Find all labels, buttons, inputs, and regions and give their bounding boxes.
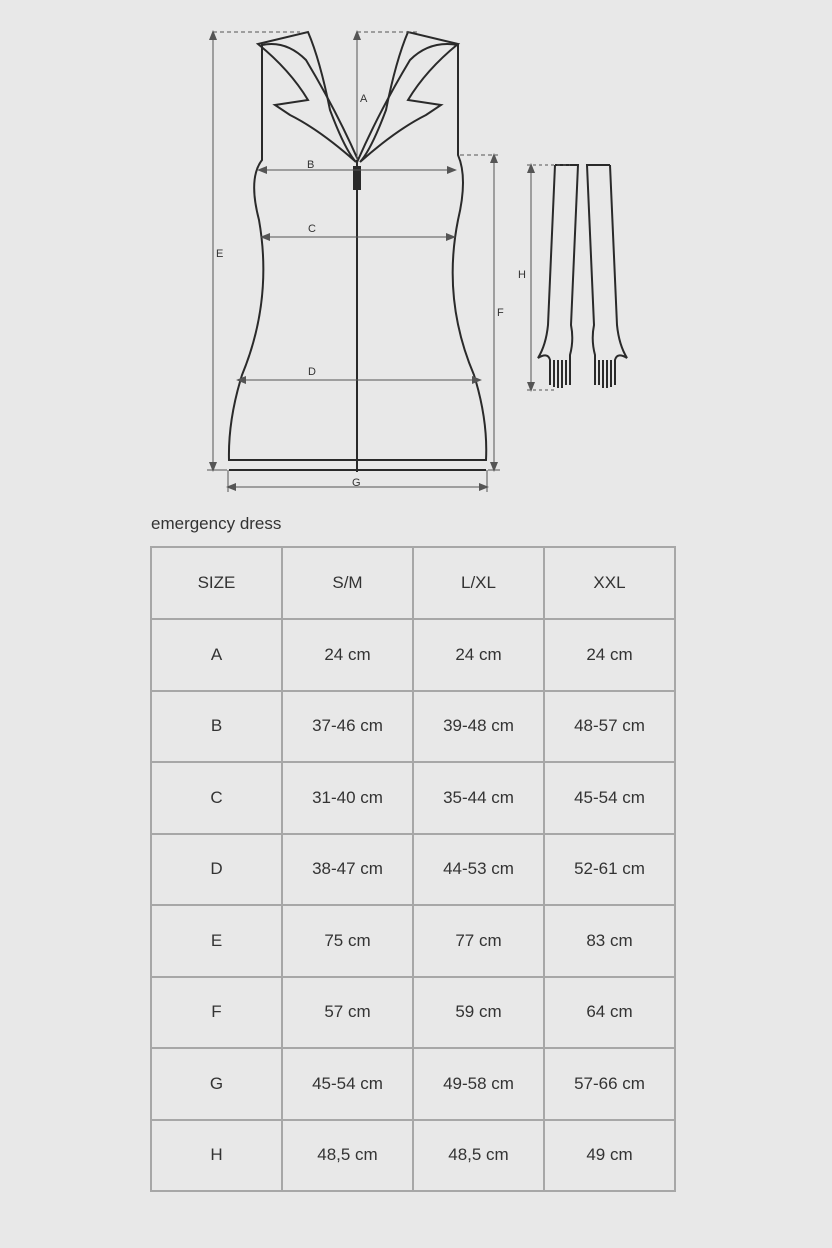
label-e: E bbox=[216, 248, 224, 260]
label-c: C bbox=[308, 223, 316, 235]
table-row bbox=[151, 1048, 675, 1120]
dress-measurement-diagram bbox=[0, 0, 832, 510]
table-cell: F bbox=[151, 977, 282, 1049]
table-cell: E bbox=[151, 905, 282, 977]
header-cell: S/M bbox=[282, 547, 413, 619]
table-cell: 24 cm bbox=[282, 619, 413, 691]
header-cell: XXL bbox=[544, 547, 675, 619]
header-cell: L/XL bbox=[413, 547, 544, 619]
table-cell: 48,5 cm bbox=[413, 1120, 544, 1192]
header-cell: SIZE bbox=[151, 547, 282, 619]
label-g: G bbox=[352, 477, 361, 489]
table-cell: 64 cm bbox=[544, 977, 675, 1049]
label-a: A bbox=[360, 93, 368, 105]
table-cell: 24 cm bbox=[544, 619, 675, 691]
table-cell: 83 cm bbox=[544, 905, 675, 977]
table-cell: 49-58 cm bbox=[413, 1048, 544, 1120]
table-cell: 31-40 cm bbox=[282, 762, 413, 834]
table-row bbox=[151, 619, 675, 691]
table-row bbox=[151, 1120, 675, 1192]
table-row bbox=[151, 762, 675, 834]
table-cell: H bbox=[151, 1120, 282, 1192]
left-glove bbox=[538, 165, 578, 388]
size-table bbox=[150, 546, 676, 1192]
table-header-row bbox=[151, 547, 675, 619]
label-d: D bbox=[308, 366, 316, 378]
table-row bbox=[151, 691, 675, 763]
table-cell: 38-47 cm bbox=[282, 834, 413, 906]
table-row bbox=[151, 905, 675, 977]
table-cell: G bbox=[151, 1048, 282, 1120]
table-cell: 44-53 cm bbox=[413, 834, 544, 906]
left-lapel bbox=[258, 32, 356, 162]
table-cell: 45-54 cm bbox=[544, 762, 675, 834]
table-cell: 59 cm bbox=[413, 977, 544, 1049]
table-cell: 24 cm bbox=[413, 619, 544, 691]
table-cell: 75 cm bbox=[282, 905, 413, 977]
table-cell: 48,5 cm bbox=[282, 1120, 413, 1192]
table-row bbox=[151, 834, 675, 906]
table-row bbox=[151, 977, 675, 1049]
table-cell: 57 cm bbox=[282, 977, 413, 1049]
table-cell: 77 cm bbox=[413, 905, 544, 977]
table-cell: D bbox=[151, 834, 282, 906]
label-h: H bbox=[518, 269, 526, 281]
table-cell: 39-48 cm bbox=[413, 691, 544, 763]
table-cell: 48-57 cm bbox=[544, 691, 675, 763]
table-cell: A bbox=[151, 619, 282, 691]
table-cell: 37-46 cm bbox=[282, 691, 413, 763]
table-cell: 45-54 cm bbox=[282, 1048, 413, 1120]
label-f: F bbox=[497, 307, 504, 319]
table-cell: 57-66 cm bbox=[544, 1048, 675, 1120]
table-cell: 35-44 cm bbox=[413, 762, 544, 834]
table-cell: 52-61 cm bbox=[544, 834, 675, 906]
product-title: emergency dress bbox=[151, 514, 282, 533]
table-cell: B bbox=[151, 691, 282, 763]
right-glove bbox=[587, 165, 627, 388]
label-b: B bbox=[307, 159, 315, 171]
right-lapel bbox=[360, 32, 458, 162]
table-cell: 49 cm bbox=[544, 1120, 675, 1192]
table-cell: C bbox=[151, 762, 282, 834]
